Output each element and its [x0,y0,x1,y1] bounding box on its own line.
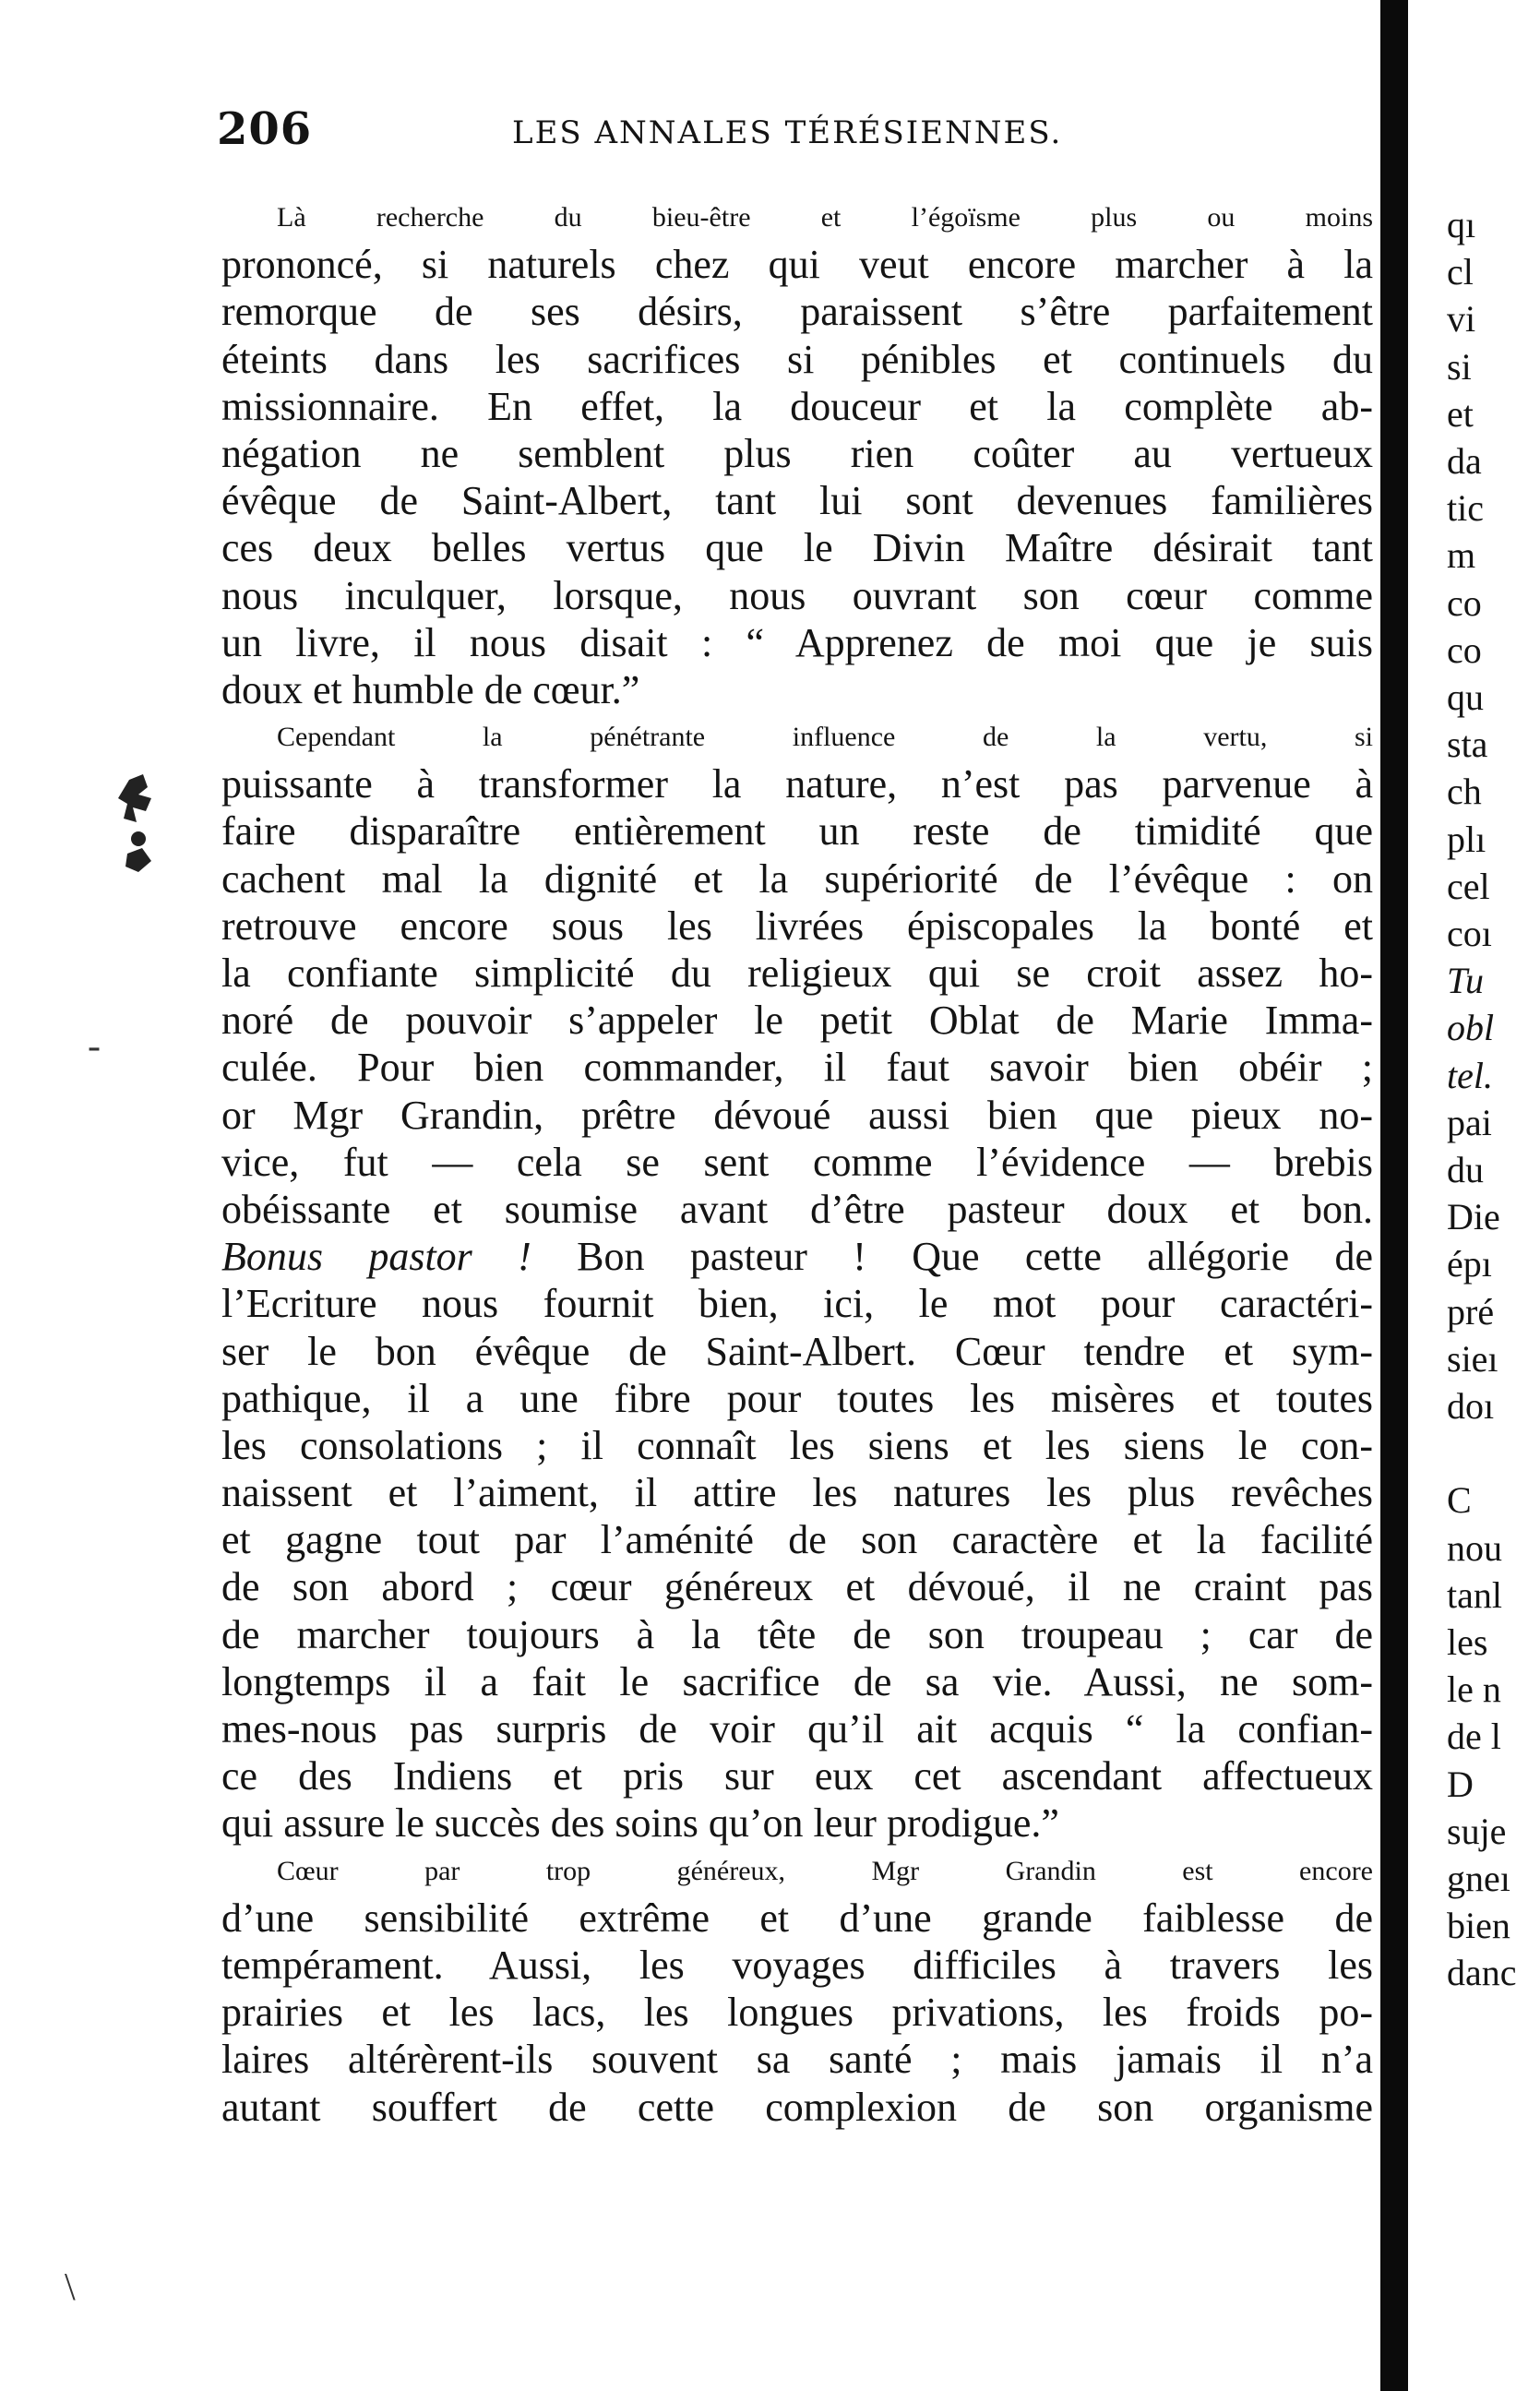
facing-page-fragment: Die [1447,1196,1500,1238]
text-line: vice, fut — cela se sent comme l’évidence — brebis [221,1139,1373,1185]
text-line: Bonus pastor ! Bon pasteur ! Que cette allégorie de [221,1234,1373,1280]
facing-page-fragment: D [1447,1763,1474,1805]
facing-page-fragment: qu [1447,676,1484,718]
facing-page-fragment: épı [1447,1243,1492,1285]
facing-page-fragment: tel. [1447,1054,1493,1096]
facing-page-fragment: ch [1447,771,1482,813]
facing-page-fragment: da [1447,440,1482,482]
page-header [217,103,1370,168]
text-line: prononcé, si naturels chez qui veut encore marcher à la [221,242,1373,288]
text-line: éteints dans les sacrifices si pénibles et continuels du [221,336,1373,382]
facing-page-fragment: plı [1447,818,1486,860]
margin-dash-mark: - [88,1025,101,1068]
text-line: naissent et l’aiment, il attire les natures les plus revêches [221,1470,1373,1516]
text-line: longtemps il a fait le sacrifice de sa vie. Aussi, ne som- [221,1658,1373,1704]
margin-ornament-icon [111,771,175,881]
text-line: obéissante et soumise avant d’être pasteur doux et bon. [221,1186,1373,1232]
facing-page-fragment: obl [1447,1007,1495,1049]
text-line: doux et humble de cœur.” [221,666,640,712]
text-line: évêque de Saint-Albert, tant lui sont devenues familières [221,478,1373,524]
facing-page-fragment: les [1447,1621,1488,1663]
text-line: Cependant la pénétrante influence de la vertu, si [277,722,1373,753]
facing-page-fragment: tic [1447,487,1484,530]
running-title: LES ANNALES TÉRÉSIENNES. [512,114,1063,151]
facing-page-fragment: pré [1447,1290,1495,1333]
facing-page-fragment: tanl [1447,1573,1502,1616]
facing-page-fragment: nou [1447,1526,1502,1569]
facing-page-fragment: doı [1447,1385,1495,1427]
text-line: retrouve encore sous les livrées épiscopales la bonté et [221,903,1373,949]
book-spine-shadow [1380,0,1408,2391]
text-line: or Mgr Grandin, prêtre dévoué aussi bien que pieux no- [221,1092,1373,1138]
text-line: négation ne semblent plus rien coûter au vertueux [221,430,1373,476]
facing-page-fragment: danc [1447,1952,1517,1994]
facing-page-fragment: co [1447,628,1482,671]
text-line: prairies et les lacs, les longues privations, les froids po- [221,1990,1373,2036]
facing-page-fragment: coı [1447,913,1492,954]
text-line: l’Ecriture nous fournit bien, ici, le mot pour caractéri- [221,1281,1373,1327]
text-line: ce des Indiens et pris sur eux cet ascendant affectueux [221,1753,1373,1799]
latin-phrase: Bonus pastor ! [221,1234,531,1280]
facing-page-fragment: le n [1447,1668,1501,1711]
text-line: Cœur par trop généreux, Mgr Grandin est encore [277,1855,1373,1886]
text-line: de marcher toujours à la tête de son troupeau ; car de [221,1611,1373,1657]
facing-page-fragment: sieı [1447,1337,1498,1380]
facing-page-fragment: cel [1447,865,1490,907]
facing-page-fragment: vi [1447,298,1476,341]
text-line: laires altérèrent-ils souvent sa santé ; mais jamais il n’a [221,2037,1373,2083]
text-line: puissante à transformer la nature, n’est pas parvenue à [221,761,1373,807]
facing-page-fragment: suje [1447,1810,1507,1852]
facing-page-fragment: sta [1447,723,1488,766]
text-line: missionnaire. En effet, la douceur et la complète ab- [221,383,1373,429]
body-text [221,194,1373,2131]
facing-page-fragment: de l [1447,1716,1501,1758]
text-line: les consolations ; il connaît les siens et les siens le con- [221,1422,1373,1468]
facing-page-fragment: m [1447,534,1476,577]
text-line: culée. Pour bien commander, il faut savoir bien obéir ; [221,1045,1373,1091]
text-line: qui assure le succès des soins qu’on leur prodigue.” [221,1800,1059,1847]
facing-page-fragment: pai [1447,1101,1492,1143]
facing-page-edge [1439,194,1540,2039]
text-line: et gagne tout par l’aménité de son caractère et la facilité [221,1517,1373,1563]
facing-page-fragment: Tu [1447,960,1485,1002]
facing-page-fragment: si [1447,345,1472,388]
text-line: Là recherche du bieu-être et l’égoïsme plus ou moins [277,202,1373,233]
text-line: ces deux belles vertus que le Divin Maître désirait tant [221,525,1373,571]
facing-page-fragment: co [1447,581,1482,624]
text-line: cachent mal la dignité et la supériorité de l’évêque : on [221,855,1373,902]
facing-page-fragment: C [1447,1479,1472,1522]
text-line: nous inculquer, lorsque, nous ouvrant son cœur comme [221,572,1373,618]
facing-page-fragment: et [1447,392,1474,435]
text-line: ser le bon évêque de Saint-Albert. Cœur tendre et sym- [221,1328,1373,1374]
text-line: la confiante simplicité du religieux qui se croit assez ho- [221,950,1373,996]
text-line: remorque de ses désirs, paraissent s’être parfaitement [221,289,1373,335]
facing-page-fragment: du [1447,1149,1484,1190]
text-line: noré de pouvoir s’appeler le petit Oblat de Marie Imma- [221,998,1373,1044]
text-line: d’une sensibilité extrême et d’une grande faiblesse de [221,1895,1373,1941]
text-line: de son abord ; cœur généreux et dévoué, il ne craint pas [221,1564,1373,1610]
text-line: un livre, il nous disait : “ Apprenez de moi que je suis [221,619,1373,665]
facing-page-fragment: gneı [1447,1858,1510,1899]
text-line: faire disparaître entièrement un reste de timidité que [221,808,1373,855]
text-line: pathique, il a une fibre pour toutes les misères et toutes [221,1375,1373,1421]
facing-page-fragment: cl [1447,251,1474,293]
facing-page-fragment: bien [1447,1905,1510,1947]
text-line: mes-nous pas surpris de voir qu’il ait acquis “ la confian- [221,1706,1373,1751]
page-number: 206 [217,103,313,155]
text-line: tempérament. Aussi, les voyages difficiles à travers les [221,1942,1373,1988]
margin-stroke-mark: \ [65,2266,76,2309]
text-line: autant souffert de cette complexion de son organisme [221,2084,1373,2130]
facing-page-fragment: qı [1447,204,1476,245]
